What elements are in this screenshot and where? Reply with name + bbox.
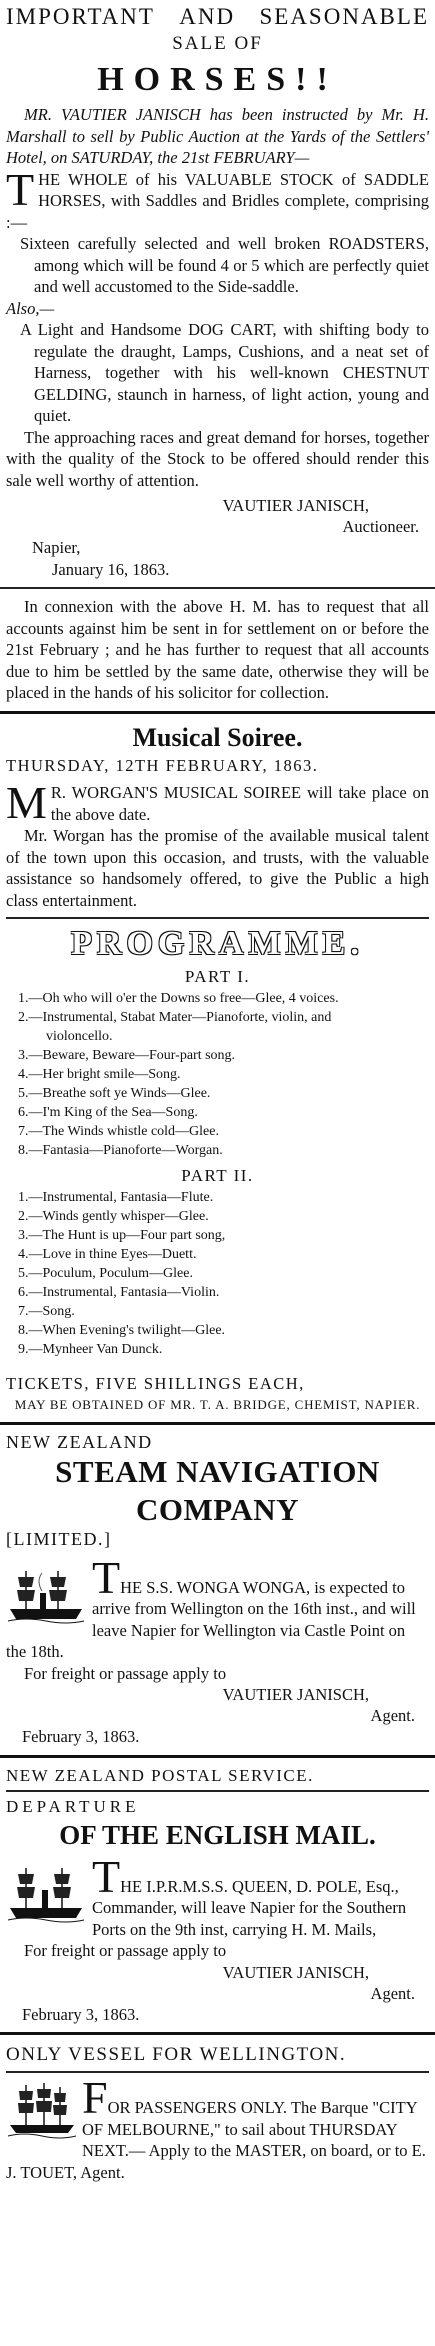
- whole-stock-paragraph: [6, 163, 429, 234]
- steam-body: [6, 1551, 429, 1663]
- programme-item: 3.—The Hunt is up—Four part song,: [18, 1228, 226, 1243]
- programme-item: 7.—Song.: [18, 1304, 75, 1319]
- drop-cap-t: T: [6, 163, 35, 215]
- divider: [6, 1790, 429, 1792]
- postal-service-advertisement: [0, 1765, 435, 2026]
- programme-item: 1.—Instrumental, Fantasia—Flute.: [18, 1190, 214, 1205]
- programme-title: PROGRAMME.: [71, 925, 364, 962]
- approaching-races-text: The approaching races and great demand for horses, together with the quality of the Stock to be offered should render this sale well worthy of attention.: [6, 427, 429, 490]
- musical-soiree-advertisement: [0, 721, 435, 1415]
- sale-of-heading: SALE OF: [172, 33, 263, 54]
- only-vessel-advertisement: [0, 2042, 435, 2183]
- part2-title: PART II.: [181, 1166, 254, 1185]
- steam-title: STEAM NAVIGATION COMPANY: [55, 1454, 380, 1527]
- programme-item: 4.—Her bright smile—Song.: [18, 1067, 181, 1082]
- steam-date: February 3, 1863.: [22, 1727, 140, 1746]
- programme-item: 9.—Mynheer Van Dunck.: [18, 1342, 163, 1357]
- auctioneer-name: VAUTIER JANISCH,: [222, 496, 369, 515]
- part1-list: [6, 989, 429, 1160]
- auctioneer-title: Auctioneer.: [342, 517, 419, 536]
- programme-item: 6.—I'm King of the Sea—Song.: [18, 1105, 198, 1120]
- divider: [0, 1422, 435, 1425]
- obtained-line: MAY BE OBTAINED OF MR. T. A. BRIDGE, CHEMIST, NAPIER.: [14, 1396, 421, 1412]
- divider: [6, 2071, 429, 2073]
- steamship-icon: [6, 1563, 86, 1627]
- connexion-text: In connexion with the above H. M. has to request that all accounts against him be sent in for settlement on or before the 21st February ; and he has further to request that all accounts due to him be settled by the same date, otherwise they will be placed in the hands of his solicitor for collection.: [6, 597, 429, 702]
- part1-title: PART I.: [184, 967, 251, 986]
- horses-date: January 16, 1863.: [52, 559, 170, 579]
- soiree-p2: Mr. Worgan has the promise of the available musical talent of the town upon this occasion, and trusts, with the valuable assistance so handsomely offered, to give the Public a high class entertainment.: [6, 826, 429, 910]
- programme-item: 8.—Fantasia—Pianoforte—Worgan.: [18, 1143, 223, 1158]
- soiree-title: Musical Soiree.: [132, 722, 303, 752]
- english-mail-title: OF THE ENGLISH MAIL.: [59, 1819, 376, 1850]
- sailing-ship-icon: [6, 2081, 78, 2141]
- soiree-p1: R. WORGAN'S MUSICAL SOIREE will take place on the above date.: [50, 783, 429, 824]
- divider: [0, 711, 435, 714]
- programme-item: 2.—Winds gently whisper—Glee.: [18, 1209, 209, 1224]
- programme-item: 5.—Breathe soft ye Winds—Glee.: [18, 1086, 211, 1101]
- sixteen-roadsters: Sixteen carefully selected and well broken ROADSTERS, among which will be found 4 or 5 which are perfectly quiet and well accustomed to the Side-saddle.: [20, 234, 429, 296]
- postal-title: NEW ZEALAND POSTAL SERVICE.: [6, 1765, 314, 1785]
- horses-advertisement: [0, 2, 435, 580]
- programme-item: 6.—Instrumental, Fantasia—Violin.: [18, 1285, 220, 1300]
- programme-item: 1.—Oh who will o'er the Downs so free—Glee, 4 voices.: [18, 991, 339, 1006]
- programme-item: 2.—Instrumental, Stabat Mater—Pianoforte, violin, and: [18, 1010, 332, 1025]
- programme-item: 4.—Love in thine Eyes—Duett.: [18, 1247, 197, 1262]
- steam-freight: For freight or passage apply to: [24, 1663, 227, 1683]
- auctioneer-signature: [6, 495, 429, 537]
- postal-agent-name: VAUTIER JANISCH,: [222, 1962, 369, 1982]
- horses-intro: MR. VAUTIER JANISCH has been instructed by Mr. H. Marshall to sell by Public Auction at the Yards of the Settlers' Hotel, on SATURDAY, the 21st FEBRUARY—: [6, 105, 429, 167]
- drop-cap-t: T: [92, 1850, 121, 1902]
- divider: [0, 1755, 435, 1758]
- divider: [0, 587, 435, 589]
- header-important: IMPORTANT: [6, 4, 155, 29]
- soiree-date: THURSDAY, 12TH FEBRUARY, 1863.: [6, 755, 319, 775]
- steam-agent-name: VAUTIER JANISCH,: [222, 1685, 369, 1704]
- programme-item: 8.—When Evening's twilight—Glee.: [18, 1323, 226, 1338]
- postal-agent-title: Agent.: [370, 1983, 415, 2003]
- also-label: Also,—: [6, 298, 55, 318]
- drop-cap-t: T: [92, 1551, 121, 1603]
- programme-item: 7.—The Winds whistle cold—Glee.: [18, 1124, 219, 1139]
- programme-item: 5.—Poculum, Poculum—Glee.: [18, 1266, 193, 1281]
- programme-item: violoncello.: [46, 1029, 113, 1044]
- only-vessel-title: ONLY VESSEL FOR WELLINGTON.: [6, 2044, 347, 2065]
- only-vessel-body: [6, 2072, 429, 2183]
- dog-cart-text: A Light and Handsome DOG CART, with shifting body to regulate the draught, Lamps, Cushions, and a neat set of Harness, together with his well-known CHESTNUT GELDING, staunch in harness, of light action, young and quiet.: [20, 320, 429, 425]
- postal-signature: [6, 1962, 429, 2004]
- divider: [6, 917, 429, 919]
- only-vessel-text: OR PASSENGERS ONLY. The Barque "CITY OF MELBOURNE," to sail about THURSDAY NEXT.— Apply to the MASTER, on board, or to E. J. TOUET, Agent.: [6, 2098, 426, 2182]
- steam-nz: NEW ZEALAND: [6, 1431, 153, 1452]
- header-and: AND: [179, 4, 236, 29]
- horses-header: [6, 2, 429, 32]
- connexion-notice: [0, 596, 435, 704]
- steam-text: HE S.S. WONGA WONGA, is expected to arrive from Wellington on the 16th inst., and will leave Napier for Wellington via Castle Point on the 18th.: [6, 1577, 416, 1661]
- steam-signature: [6, 1684, 429, 1726]
- divider: [0, 2032, 435, 2035]
- tickets-line: TICKETS, FIVE SHILLINGS EACH,: [6, 1374, 305, 1393]
- part2-list: [6, 1188, 429, 1359]
- steam-agent-title: Agent.: [370, 1706, 415, 1725]
- postal-body: [6, 1850, 429, 1941]
- postal-freight: For freight or passage apply to: [24, 1941, 227, 1960]
- drop-cap-m: M: [6, 777, 47, 828]
- napier-place: Napier,: [32, 538, 81, 557]
- steam-limited: [LIMITED.]: [6, 1529, 112, 1549]
- drop-cap-f: F: [82, 2072, 108, 2123]
- whole-stock-text: HE WHOLE of his VALUABLE STOCK of SADDLE HORSES, with Saddles and Bridles complete, comprising :—: [6, 169, 429, 232]
- header-seasonable: SEASONABLE: [259, 4, 429, 29]
- departure-label: DEPARTURE: [6, 1797, 140, 1816]
- horses-title: HORSES!!: [97, 61, 338, 98]
- steam-navigation-advertisement: [0, 1432, 435, 1748]
- postal-text: HE I.P.R.M.S.S. QUEEN, D. POLE, Esq., Commander, will leave Napier for the Southern Ports on the 9th inst, carrying H. M. Mails,: [92, 1876, 407, 1939]
- postal-date: February 3, 1863.: [22, 2004, 140, 2024]
- programme-item: 3.—Beware, Beware—Four-part song.: [18, 1048, 236, 1063]
- soiree-intro: [6, 777, 429, 828]
- steamship-icon: [6, 1862, 86, 1926]
